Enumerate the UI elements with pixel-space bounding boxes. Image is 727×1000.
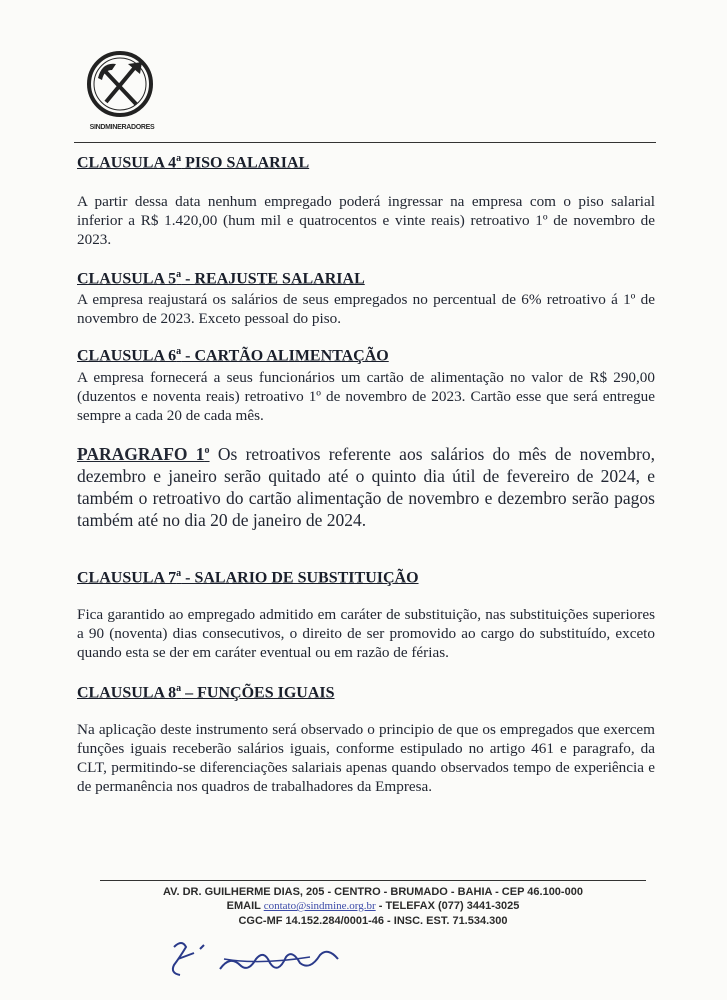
footer-address: AV. DR. GUILHERME DIAS, 205 - CENTRO - BRUMADO - BAHIA - CEP 46.100-000 xyxy=(163,886,583,898)
clause-5-heading: CLAUSULA 5$^a$ - REAJUSTE SALARIAL xyxy=(77,269,365,288)
signature xyxy=(160,935,350,985)
clause-7-heading: CLAUSULA 7$^a$ - SALARIO DE SUBSTITUIÇÃO xyxy=(77,568,419,587)
clause-8-text: Na aplicação deste instrumento será observado o principio de que os empregados que exercem funções iguais receberão salários iguais, conforme estipulado no artigo 461 e paragrafo, da CLT, permitindo-se diferenciações salariais apenas quando observados tempo de experiência e de permanência nos quadros de trabalhadores da Empresa. xyxy=(77,721,655,795)
footer-divider xyxy=(100,880,646,881)
clause-5-text: A empresa reajustará os salários de seus empregados no percentual de 6% retroativo á 1º de novembro de 2023. Exceto pessoal do piso. xyxy=(77,291,655,327)
clause-7-text: Fica garantido ao empregado admitido em caráter de substituição, nas substituições superiores a 90 (noventa) dias consecutivos, o direito de ser promovido ao cargo do substituído, exceto quando esta se der em caráter eventual ou em razão de férias. xyxy=(77,606,655,661)
logo-text: SINDMINERADORES xyxy=(89,124,155,131)
clause-6-text: A empresa fornecerá a seus funcionários um cartão de alimentação no valor de R$ 290,00 (duzentos e noventa reais) retroativo 1º de novembro de 2023. Cartão esse que será entregue sempre a cada 20 de cada mês. xyxy=(77,369,655,424)
paragraph-1: PARAGRAFO 1$^o$ Os retroativos referente aos salários do mês de novembro, dezembro e janeiro serão quitado até o quinto dia útil de fevereiro de 2024, e também o retroativo do cartão alimentação de novembro e dezembro serão pagos também até no dia 20 de janeiro de 2024. xyxy=(77,443,655,530)
footer-contact: EMAIL contato@sindmine.org.br - TELEFAX (077) 3441-3025 xyxy=(226,900,520,912)
header-divider xyxy=(74,142,656,143)
footer-registry: CGC-MF 14.152.284/0001-46 - INSC. EST. 71.534.300 xyxy=(238,915,508,927)
pick-and-shovel-icon xyxy=(84,48,156,124)
paragraph-1-label: PARAGRAFO 1$^o$ xyxy=(77,443,210,464)
clause-4-heading: CLAUSULA 4$^a$ PISO SALARIAL xyxy=(77,153,310,172)
clause-4-text: A partir dessa data nenhum empregado poderá ingressar na empresa com o piso salarial inferior a R$ 1.420,00 (hum mil e quatrocentos e vinte reais) retroativo 1º de novembro de 2023. xyxy=(77,193,655,248)
clause-8-heading: CLAUSULA 8$^a$ – FUNÇÕES IGUAIS xyxy=(77,683,335,702)
union-logo xyxy=(84,48,156,138)
email-link[interactable]: contato@sindmine.org.br xyxy=(263,900,376,912)
clause-6-heading: CLAUSULA 6$^a$ - CARTÃO ALIMENTAÇÃO xyxy=(77,346,389,365)
